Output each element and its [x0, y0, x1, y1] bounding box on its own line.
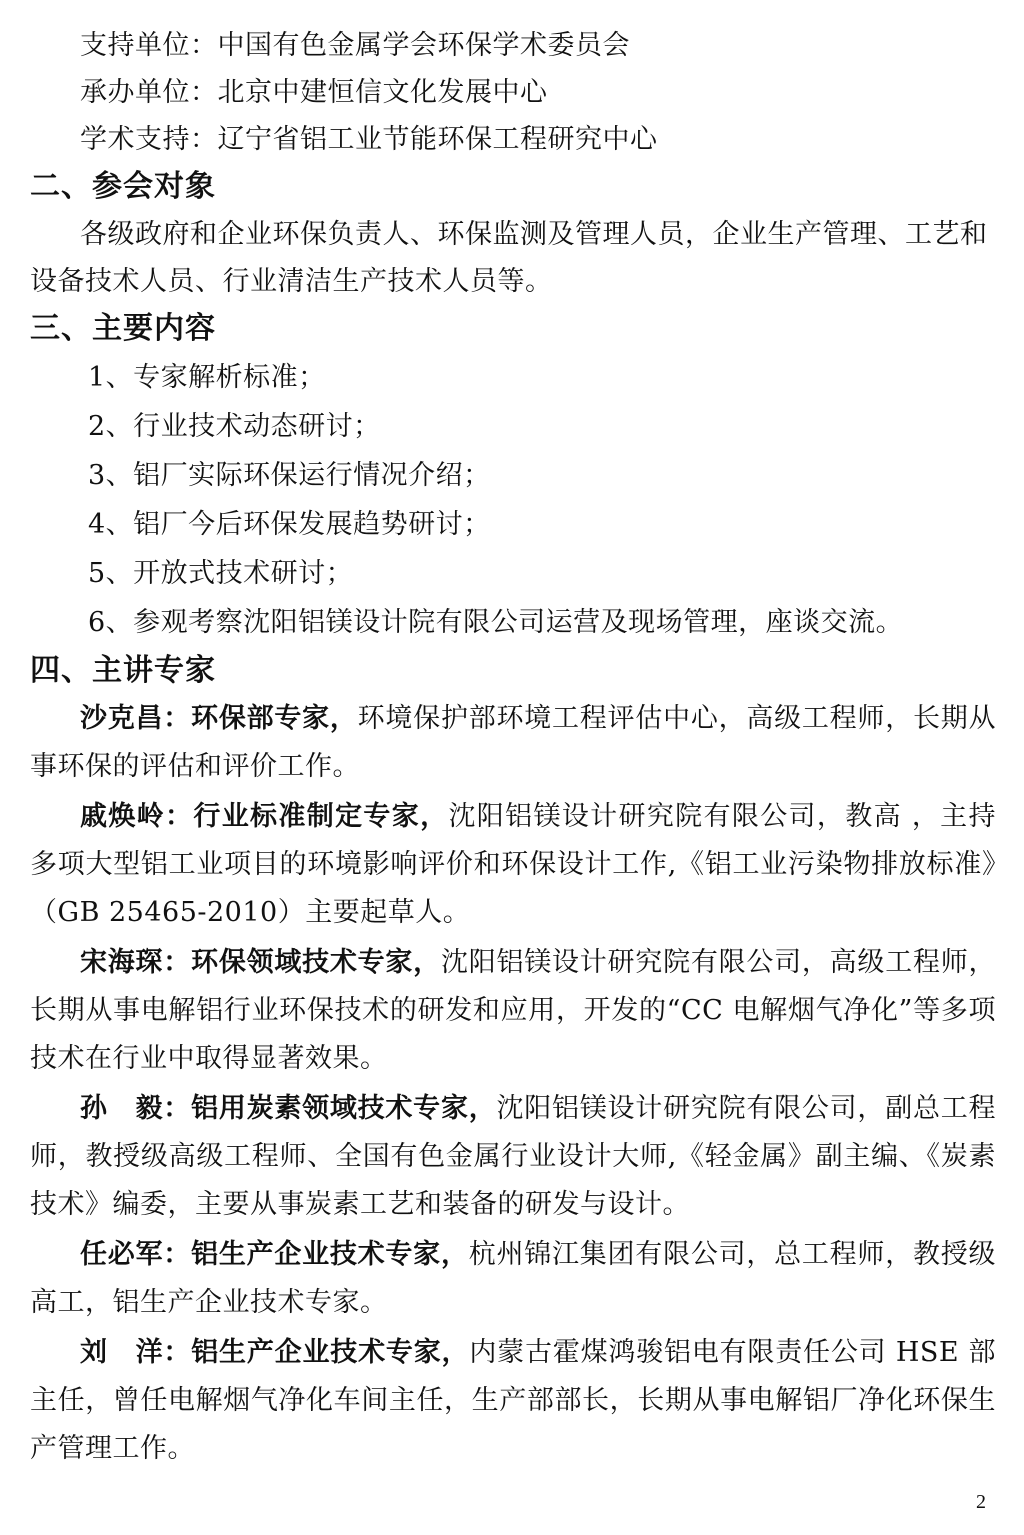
organizer-label: 学术支持：: [80, 124, 218, 155]
section-heading-contents: 三、主要内容: [30, 311, 216, 346]
expert-description: 沈阳铝镁设计研究院有限公司，高级工程师，长期从事电解铝行业环保技术的研发和应用，开发的“CC 电解烟气净化”等多项技术在行业中取得显著效果。: [30, 947, 996, 1074]
organizer-label: 支持单位：: [80, 30, 218, 61]
expert-name: 沙克昌：: [80, 703, 192, 734]
expert-entry: [30, 1231, 996, 1327]
expert-entry: [30, 793, 996, 937]
organizer-host: [30, 69, 996, 116]
document-page: [30, 22, 996, 1475]
organizer-label: 承办单位：: [80, 77, 218, 108]
content-list-item: 6、参观考察沈阳铝镁设计院有限公司运营及现场管理，座谈交流。: [88, 607, 904, 638]
expert-role: 铝用炭素领域技术专家，: [191, 1093, 497, 1124]
section-heading-experts: 四、主讲专家: [30, 653, 216, 688]
section-heading-attendees: 二、参会对象: [30, 169, 216, 204]
content-list-item: 1、专家解析标准；: [88, 362, 326, 393]
expert-description: 内蒙古霍煤鸿骏铝电有限责任公司 HSE 部主任，曾任电解烟气净化车间主任，生产部部长，长期从事电解铝厂净化环保生产管理工作。: [30, 1337, 997, 1464]
expert-entry: [30, 1085, 996, 1229]
expert-name: 任必军：: [80, 1239, 192, 1270]
expert-role: 环保部专家，: [191, 703, 358, 734]
expert-entry: [30, 1329, 996, 1473]
organizer-value: 辽宁省铝工业节能环保工程研究中心: [217, 124, 658, 155]
expert-name: 刘 洋：: [80, 1337, 192, 1368]
organizer-academic: [30, 116, 996, 163]
expert-name: 戚焕岭：: [80, 801, 194, 832]
expert-entry: [30, 939, 996, 1083]
organizer-value: 中国有色金属学会环保学术委员会: [217, 30, 630, 61]
expert-description: 沈阳铝镁设计研究院有限公司，教高 ，主持多项大型铝工业项目的环境影响评价和环保设计工作,《铝工业污染物排放标准》（GB 25465-2010）主要起草人。: [30, 801, 997, 928]
expert-name: 孙 毅：: [80, 1093, 192, 1124]
content-list-item: 2、行业技术动态研讨；: [88, 411, 381, 442]
expert-role: 环保领域技术专家，: [191, 947, 441, 978]
expert-role: 行业标准制定专家，: [193, 801, 449, 832]
expert-description: 沈阳铝镁设计研究院有限公司，副总工程师，教授级高级工程师、全国有色金属行业设计大师,《轻金属》副主编、《炭素技术》编委，主要从事炭素工艺和装备的研发与设计。: [30, 1093, 996, 1220]
page-number: 2: [976, 1491, 986, 1513]
content-list-item: 5、开放式技术研讨；: [88, 558, 354, 589]
expert-description: 杭州锦江集团有限公司，总工程师，教授级高工，铝生产企业技术专家。: [30, 1239, 996, 1318]
organizer-support: [30, 22, 996, 69]
expert-description: 环境保护部环境工程评估中心，高级工程师，长期从事环保的评估和评价工作。: [30, 703, 996, 782]
organizer-value: 北京中建恒信文化发展中心: [217, 77, 548, 108]
content-list-item: 4、铝厂今后环保发展趋势研讨；: [88, 509, 491, 540]
content-list-item: 3、铝厂实际环保运行情况介绍；: [88, 460, 491, 491]
expert-role: 铝生产企业技术专家，: [191, 1337, 470, 1368]
attendees-paragraph: 各级政府和企业环保负责人、环保监测及管理人员，企业生产管理、工艺和设备技术人员、行业清洁生产技术人员等。: [30, 219, 988, 297]
expert-entry: [30, 695, 996, 791]
expert-name: 宋海琛：: [80, 947, 192, 978]
expert-role: 铝生产企业技术专家，: [191, 1239, 469, 1270]
